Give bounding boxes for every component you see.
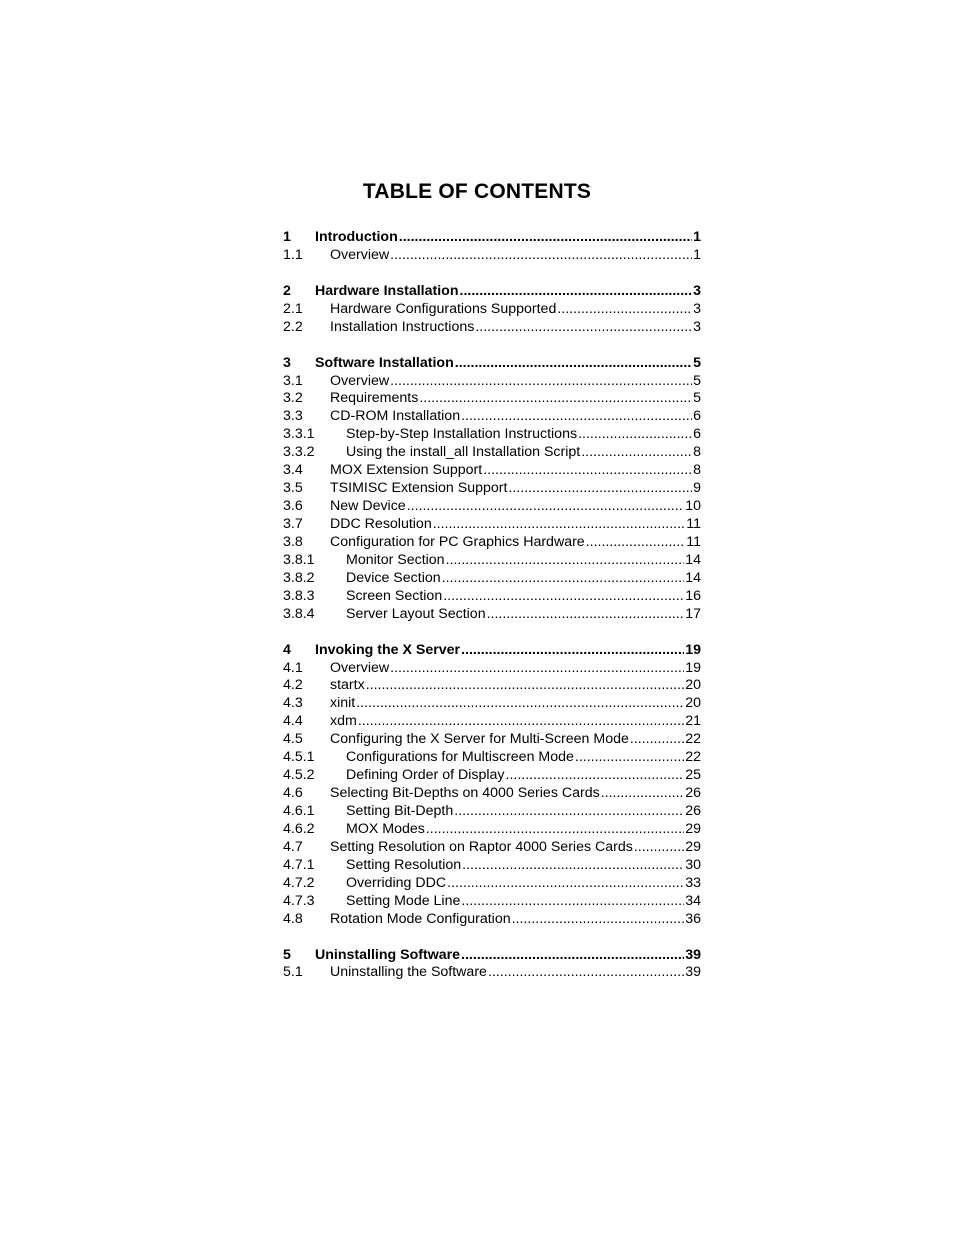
toc-section-row[interactable] — [283, 713, 701, 731]
toc-entry-number: 3 — [283, 354, 291, 371]
toc-entry-page-number[interactable]: 6 — [693, 408, 701, 425]
toc-entry-number: 3.3.1 — [283, 426, 315, 443]
toc-entry-number: 4.3 — [283, 695, 303, 712]
toc-entry — [346, 444, 701, 462]
toc-entry-title[interactable]: Rotation Mode Configuration — [330, 910, 511, 927]
toc-entry-title[interactable]: Setting Resolution — [346, 856, 462, 873]
toc-entry-number: 4.4 — [283, 713, 303, 730]
dot-leader — [581, 444, 692, 462]
toc-entry-title[interactable]: MOX Extension Support — [330, 462, 483, 479]
toc-entry-page-number[interactable]: 1 — [693, 246, 701, 263]
toc-entry-title[interactable]: Invoking the X Server — [315, 641, 461, 658]
toc-entry — [330, 408, 701, 426]
toc-entry — [315, 947, 701, 965]
toc-entry-page-number[interactable]: 17 — [685, 605, 701, 622]
toc-entry-title[interactable]: Hardware Configurations Supported — [330, 300, 557, 317]
toc-entry — [330, 247, 701, 265]
toc-entry-page-number[interactable]: 14 — [685, 569, 701, 586]
toc-entry-page-number[interactable]: 26 — [685, 803, 701, 819]
toc-section-row[interactable] — [283, 803, 701, 821]
dot-leader — [461, 947, 684, 965]
toc-entry — [346, 570, 701, 588]
toc-entry-title[interactable]: Overview — [330, 372, 390, 389]
toc-entry — [330, 911, 701, 929]
toc-entry-number: 4.5.1 — [283, 749, 315, 766]
toc-entry-number: 2.1 — [283, 300, 303, 317]
toc-entry-number: 4.8 — [283, 910, 303, 927]
dot-leader — [447, 875, 684, 893]
toc-entry-number: 4 — [283, 641, 291, 658]
dot-leader — [601, 785, 685, 803]
toc-entry-title[interactable]: Step-by-Step Installation Instructions — [346, 426, 578, 443]
toc-entry — [330, 731, 701, 749]
toc-section-row[interactable] — [283, 498, 701, 516]
toc-entry-title[interactable]: Requirements — [330, 390, 419, 407]
toc-entry-page-number[interactable]: 3 — [693, 282, 701, 299]
toc-chapter-row[interactable] — [283, 355, 701, 373]
toc-entry-title[interactable]: Overriding DDC — [346, 874, 447, 891]
toc-chapter-row[interactable] — [283, 283, 701, 301]
toc-section-row[interactable] — [283, 821, 701, 839]
toc-section-row[interactable] — [283, 911, 701, 929]
toc-entry-page-number[interactable]: 33 — [685, 874, 701, 891]
dot-leader — [586, 534, 686, 552]
toc-chapter-row[interactable] — [283, 947, 701, 965]
dot-leader — [512, 911, 685, 929]
toc-entry-title[interactable]: New Device — [330, 498, 406, 515]
toc-section-row[interactable] — [283, 749, 701, 767]
toc-entry-title[interactable]: Setting Resolution on Raptor 4000 Series Cards — [330, 838, 633, 855]
toc-section-row[interactable] — [283, 462, 701, 480]
toc-entry-page-number[interactable]: 34 — [685, 892, 701, 909]
toc-entry — [330, 964, 701, 982]
toc-entry — [330, 462, 701, 480]
dot-leader — [407, 498, 685, 516]
dot-leader — [419, 390, 692, 408]
toc-entry-page-number[interactable]: 29 — [685, 838, 701, 855]
toc-entry — [346, 588, 701, 606]
toc-entry-number: 3.3 — [283, 408, 303, 425]
toc-entry — [346, 426, 701, 444]
toc-entry-number: 5.1 — [283, 964, 303, 981]
dot-leader — [508, 480, 692, 498]
dot-leader — [488, 964, 684, 982]
toc-entry-title[interactable]: Server Layout Section — [346, 605, 486, 622]
dot-leader — [426, 821, 684, 839]
toc-entry-number: 3.8.2 — [283, 569, 315, 586]
dot-leader — [390, 373, 692, 391]
toc-entry-page-number[interactable]: 9 — [693, 480, 701, 497]
toc-entry — [346, 875, 701, 893]
dot-leader — [630, 731, 684, 749]
toc-entry-page-number[interactable]: 11 — [686, 533, 701, 550]
toc-entry-number: 3.8.4 — [283, 605, 315, 622]
page-title: TABLE OF CONTENTS — [362, 180, 592, 203]
dot-leader — [462, 857, 684, 875]
toc-section-row[interactable] — [283, 247, 701, 265]
toc-entry-title[interactable]: Software Installation — [315, 354, 454, 371]
toc-entry — [346, 552, 701, 570]
toc-entry-title[interactable]: Uninstalling Software — [315, 946, 461, 963]
dot-leader — [578, 426, 692, 444]
table-of-contents — [283, 229, 701, 982]
dot-leader — [433, 516, 686, 534]
dot-leader — [390, 660, 684, 678]
toc-entry-title[interactable]: Monitor Section — [346, 551, 445, 568]
toc-entry-title[interactable]: Screen Section — [346, 587, 443, 604]
dot-leader — [575, 749, 684, 767]
toc-entry — [346, 606, 701, 624]
toc-entry-number: 4.1 — [283, 659, 303, 676]
toc-entry-page-number[interactable]: 39 — [685, 946, 701, 963]
toc-entry — [330, 301, 701, 319]
toc-entry-title[interactable]: xdm — [330, 713, 357, 730]
dot-leader — [506, 767, 685, 785]
toc-entry-number: 3.4 — [283, 462, 303, 479]
toc-section-row[interactable] — [283, 767, 701, 785]
toc-section-row[interactable] — [283, 570, 701, 588]
toc-entry — [330, 695, 701, 713]
toc-entry-title[interactable]: Device Section — [346, 569, 441, 586]
toc-entry-number: 3.2 — [283, 390, 303, 407]
toc-entry-title[interactable]: Configurations for Multiscreen Mode — [346, 749, 574, 766]
toc-section-row[interactable] — [283, 426, 701, 444]
toc-entry-number: 4.6.1 — [283, 803, 315, 819]
toc-entry-number: 3.8 — [283, 533, 303, 550]
toc-entry-page-number[interactable]: 30 — [685, 856, 701, 873]
dot-leader — [460, 283, 693, 301]
toc-section-row[interactable] — [283, 408, 701, 426]
toc-entry-page-number[interactable]: 29 — [685, 820, 701, 837]
toc-entry-title[interactable]: TSIMISC Extension Support — [330, 480, 508, 497]
dot-leader — [454, 803, 684, 821]
toc-entry-title[interactable]: Setting Bit-Depth — [346, 803, 454, 819]
toc-entry — [330, 785, 701, 803]
toc-entry — [346, 893, 701, 911]
toc-entry — [346, 857, 701, 875]
toc-section-row[interactable] — [283, 677, 701, 695]
toc-section-row[interactable] — [283, 516, 701, 534]
toc-section-row[interactable] — [283, 319, 701, 337]
toc-entry — [330, 660, 701, 678]
toc-entry-page-number[interactable]: 6 — [693, 426, 701, 443]
toc-entry-number: 4.7.3 — [283, 892, 315, 909]
toc-entry-page-number[interactable]: 22 — [685, 731, 701, 748]
toc-entry-number: 3.7 — [283, 516, 303, 532]
toc-entry — [330, 534, 701, 552]
toc-entry-title[interactable]: xinit — [330, 695, 356, 712]
dot-leader — [390, 247, 692, 265]
toc-entry — [330, 373, 701, 391]
toc-entry-number: 3.6 — [283, 498, 303, 515]
toc-entry — [330, 839, 701, 857]
dot-leader — [461, 893, 684, 911]
toc-entry-page-number[interactable]: 25 — [685, 767, 701, 784]
toc-section-row[interactable] — [283, 893, 701, 911]
toc-entry-page-number[interactable]: 36 — [685, 910, 701, 927]
toc-entry-title[interactable]: startx — [330, 677, 365, 694]
toc-entry-number: 3.1 — [283, 372, 303, 389]
toc-entry-number: 4.7.1 — [283, 856, 315, 873]
toc-entry-number: 4.7 — [283, 838, 303, 855]
toc-entry-number: 4.5 — [283, 731, 303, 748]
toc-entry-page-number[interactable]: 5 — [693, 372, 701, 389]
toc-entry-title[interactable]: Using the install_all Installation Script — [346, 444, 581, 461]
toc-entry-title[interactable]: Setting Mode Line — [346, 892, 461, 909]
toc-entry — [346, 821, 701, 839]
toc-chapter-row[interactable] — [283, 229, 701, 247]
toc-entry-page-number[interactable]: 21 — [685, 713, 701, 730]
toc-entry — [346, 749, 701, 767]
toc-section-row[interactable] — [283, 480, 701, 498]
toc-section-row[interactable] — [283, 695, 701, 713]
toc-entry-page-number[interactable]: 20 — [685, 677, 701, 694]
toc-entry — [330, 480, 701, 498]
toc-entry-title[interactable]: Overview — [330, 246, 390, 263]
toc-entry — [346, 803, 701, 821]
toc-entry-number: 4.6 — [283, 785, 303, 802]
toc-section-row[interactable] — [283, 785, 701, 803]
dot-leader — [358, 713, 684, 731]
toc-entry-page-number[interactable]: 19 — [685, 659, 701, 676]
toc-entry-number: 3.8.1 — [283, 551, 315, 568]
toc-entry-page-number[interactable]: 3 — [693, 300, 701, 317]
toc-entry-page-number[interactable]: 5 — [693, 354, 701, 371]
toc-section-row[interactable] — [283, 534, 701, 552]
toc-section-row[interactable] — [283, 857, 701, 875]
toc-entry — [330, 516, 701, 534]
dot-leader — [487, 606, 685, 624]
toc-entry-number: 1.1 — [283, 246, 303, 263]
toc-section-row[interactable] — [283, 660, 701, 678]
toc-entry-number: 4.2 — [283, 677, 303, 694]
toc-entry — [315, 283, 701, 301]
toc-entry-number: 3.8.3 — [283, 587, 315, 604]
toc-section-row[interactable] — [283, 552, 701, 570]
toc-entry-title[interactable]: DDC Resolution — [330, 516, 432, 532]
dot-leader — [366, 677, 685, 695]
toc-section-row[interactable] — [283, 373, 701, 391]
toc-entry-number: 1 — [283, 229, 291, 245]
toc-entry-title[interactable]: Installation Instructions — [330, 318, 475, 335]
dot-leader — [483, 462, 692, 480]
dot-leader — [399, 229, 692, 247]
dot-leader — [455, 355, 692, 373]
toc-entry-number: 3.3.2 — [283, 444, 315, 461]
toc-entry-page-number[interactable]: 16 — [685, 587, 701, 604]
toc-chapter-row[interactable] — [283, 642, 701, 660]
toc-entry-page-number[interactable]: 39 — [685, 964, 701, 981]
toc-entry-title[interactable]: CD-ROM Installation — [330, 408, 461, 425]
dot-leader — [443, 588, 684, 606]
toc-entry — [330, 677, 701, 695]
toc-entry — [315, 229, 701, 247]
dot-leader — [356, 695, 684, 713]
toc-section-row[interactable] — [283, 444, 701, 462]
toc-entry-title[interactable]: Overview — [330, 659, 390, 676]
dot-leader — [634, 839, 684, 857]
toc-entry-page-number[interactable]: 14 — [685, 551, 701, 568]
toc-entry-number: 4.7.2 — [283, 874, 315, 891]
toc-entry — [330, 498, 701, 516]
toc-section-row[interactable] — [283, 839, 701, 857]
toc-entry-title[interactable]: Defining Order of Display — [346, 767, 505, 784]
toc-section-row[interactable] — [283, 964, 701, 982]
dot-leader — [442, 570, 685, 588]
toc-entry-title[interactable]: Selecting Bit-Depths on 4000 Series Cards — [330, 785, 600, 802]
toc-section-row[interactable] — [283, 390, 701, 408]
toc-entry-title[interactable]: Hardware Installation — [315, 282, 459, 299]
dot-leader — [475, 319, 692, 337]
toc-entry-title[interactable]: Configuration for PC Graphics Hardware — [330, 533, 585, 550]
toc-section-row[interactable] — [283, 731, 701, 749]
dot-leader — [461, 408, 692, 426]
toc-entry-page-number[interactable]: 20 — [685, 695, 701, 712]
toc-entry — [315, 642, 701, 660]
toc-entry-page-number[interactable]: 3 — [693, 318, 701, 335]
dot-leader — [446, 552, 685, 570]
toc-entry-page-number[interactable]: 1 — [693, 229, 701, 245]
dot-leader — [557, 301, 692, 319]
toc-entry-number: 2.2 — [283, 318, 303, 335]
toc-entry-title[interactable]: Configuring the X Server for Multi-Screen Mode — [330, 731, 629, 748]
toc-section-row[interactable] — [283, 875, 701, 893]
toc-entry — [330, 713, 701, 731]
toc-entry-number: 4.5.2 — [283, 767, 315, 784]
toc-entry-page-number[interactable]: 8 — [693, 444, 701, 461]
toc-section-row[interactable] — [283, 588, 701, 606]
toc-entry-page-number[interactable]: 22 — [685, 749, 701, 766]
toc-entry-page-number[interactable]: 10 — [685, 498, 701, 515]
toc-entry-page-number[interactable]: 11 — [686, 516, 701, 532]
toc-entry — [315, 355, 701, 373]
toc-entry-number: 5 — [283, 946, 291, 963]
toc-entry-number: 2 — [283, 282, 291, 299]
toc-section-row[interactable] — [283, 301, 701, 319]
toc-entry-title[interactable]: Uninstalling the Software — [330, 964, 487, 981]
toc-entry-title[interactable]: MOX Modes — [346, 820, 425, 837]
toc-entry-title[interactable]: Introduction — [315, 229, 398, 245]
toc-entry-page-number[interactable]: 8 — [693, 462, 701, 479]
toc-section-row[interactable] — [283, 606, 701, 624]
toc-entry — [346, 767, 701, 785]
toc-entry-number: 4.6.2 — [283, 820, 315, 837]
toc-entry-page-number[interactable]: 19 — [685, 641, 701, 658]
toc-entry-page-number[interactable]: 26 — [685, 785, 701, 802]
toc-entry — [330, 319, 701, 337]
toc-entry — [330, 390, 701, 408]
toc-entry-number: 3.5 — [283, 480, 303, 497]
toc-entry-page-number[interactable]: 5 — [693, 390, 701, 407]
dot-leader — [461, 642, 684, 660]
